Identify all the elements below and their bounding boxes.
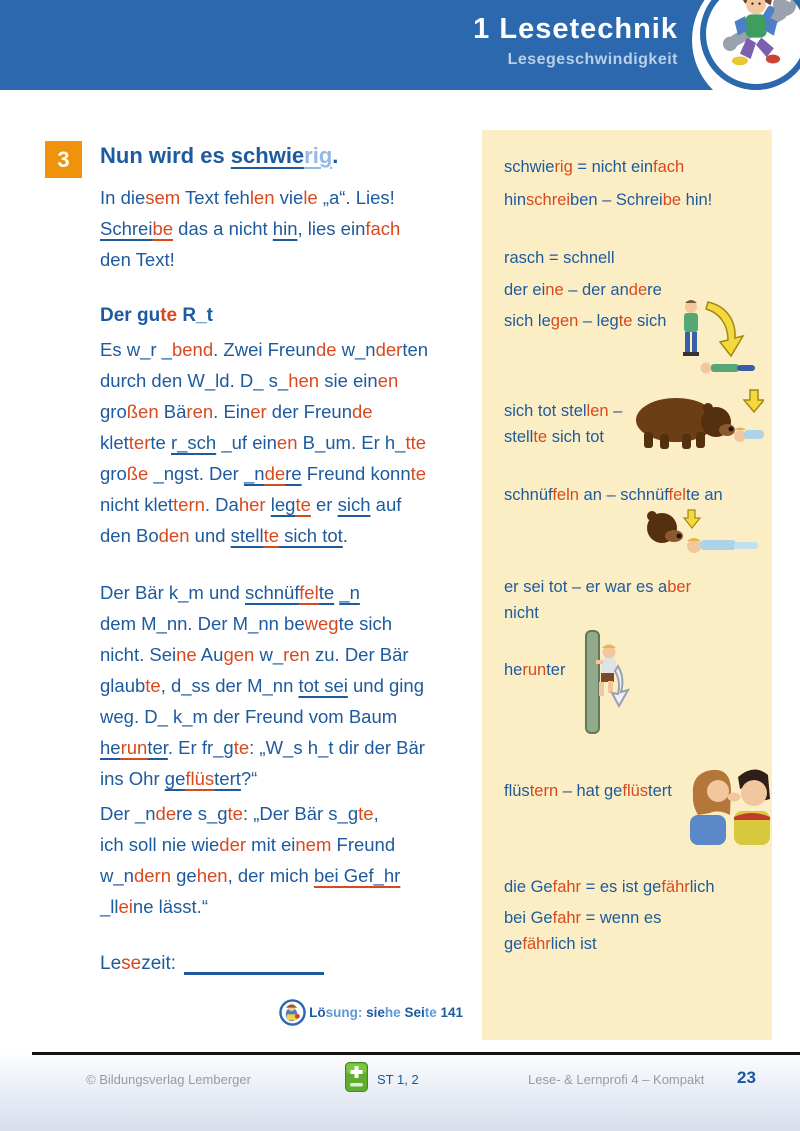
reading-time-label: Lesezeit: [100,953,177,974]
mascot-badge-ring [700,0,800,90]
story-title: Der gute R_t [100,305,213,326]
kid-with-wrench-icon [706,0,800,84]
st-label: ST 1, 2 [377,1072,419,1087]
vocab-entry-sich-legen: sich legen – legte sich [504,312,667,330]
series-title: Lese- & Lernprofi 4 – Kompakt [528,1072,705,1087]
bear-sniffing-illustration [642,508,762,560]
bear-lying-person-illustration [634,388,764,450]
reading-time-row [100,952,475,975]
vocabulary-sidebar [482,130,772,1040]
solution-text: Lösung: siehe Seite 141 [309,1005,463,1020]
mascot-badge [692,0,800,110]
story-paragraph-1: Es w_r _bend. Zwei Freunde w_nderten durch den W_ld. D_ s_hen sie einen großen Bären. Einer der Freunde kletterte r_sch _uf einen B_um. Er h_tte große _ngst. Der _ndere Freund konnte nicht klettern. Daher legte er sich auf den Boden und stellte sich tot. [100,339,429,546]
exercise-content [100,142,475,1026]
exercise-instructions: In diesem Text fehlen viele „a“. Lies! Schreibe das a nicht hin, lies einfach den Text! [100,187,401,270]
green-plus-tile-icon [345,1062,368,1092]
exercise-number-badge: 3 [45,141,82,178]
vocab-entry-schnueffeln: schnüffeln an – schnüffelte an [504,486,723,504]
chapter-subtitle: Lesegeschwindigkeit [507,51,678,68]
whisper-illustration [690,765,770,845]
reading-time-blank [184,952,324,975]
page-number: 23 [737,1068,756,1087]
publisher-copyright: © Bildungsverlag Lemberger [86,1072,251,1087]
story-paragraph-3: Der _ndere s_gte: „Der Bär s_gte, ich soll nie wieder mit einem Freund w_ndern gehen, der mich bei Gef_hr _lleine lässt.“ [100,803,401,917]
story-paragraph-2: Der Bär k_m und schnüffelte _n dem M_nn. Der M_nn bewegte sich nicht. Seine Augen w_ren zu. Der Bär glaubte, d_ss der M_nn tot sei und ging weg. D_ k_m der Freund vom Baum herunter. Er fr_gte: „W_s h_t dir der Bär ins Ohr geflüstert?“ [100,582,425,789]
solution-note [100,999,475,1026]
vocab-entry-er-sei-tot: er sei tot – er war es aber nicht [504,578,692,622]
header-text [473,13,678,69]
vocab-entry-hinschreiben: hinschreiben – Schreibe hin! [504,191,713,209]
reading-figure-icon [279,999,306,1026]
vocab-entry-schwierig: schwierig = nicht einfach [504,158,685,176]
exercise-title: Nun wird es schwierig. [100,143,339,168]
lie-down-illustration [678,298,758,378]
header-bar [0,0,800,90]
climb-down-illustration [572,630,630,734]
vocab-entry-bei-gefahr: bei Gefahr = wenn es gefährlich ist [504,909,662,953]
chapter-title: 1 Lesetechnik [473,13,678,45]
footer [0,1055,800,1131]
vocab-entry-der-eine: der eine – der andere [504,281,662,299]
vocab-entry-herunter: herunter [504,661,566,679]
vocab-entry-fluestern: flüstern – hat geflüstert [504,782,672,800]
vocab-entry-tot-stellen: sich tot stellen – stellte sich tot [504,402,623,446]
vocab-entry-rasch: rasch = schnell [504,249,615,267]
vocab-entry-gefahr: die Gefahr = es ist gefährlich [504,878,715,896]
